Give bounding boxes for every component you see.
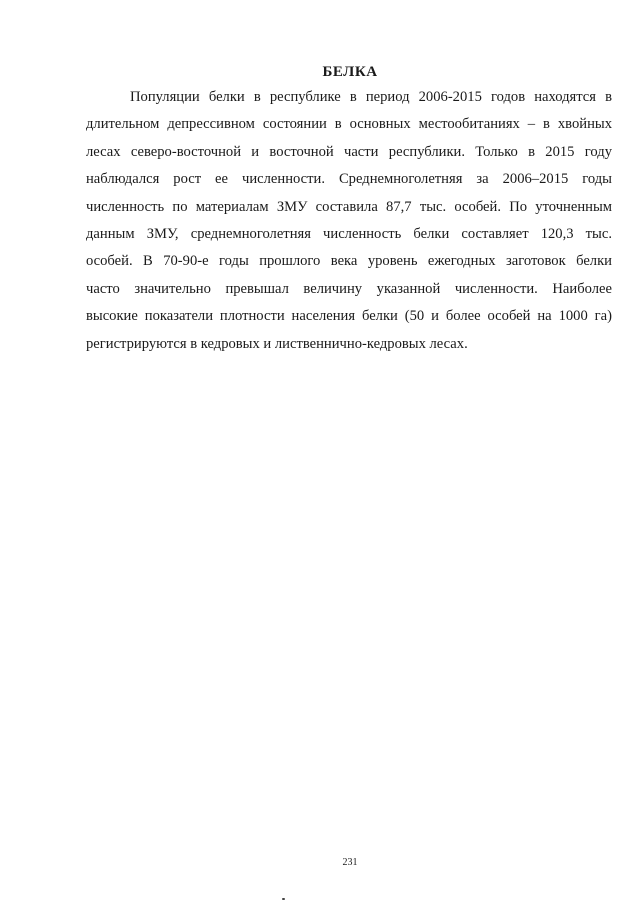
section-title: БЕЛКА	[322, 64, 378, 80]
page-number: 231	[342, 857, 358, 868]
text-line: наблюдался рост ее численности. Среднемноголетняя за 2006–2015 годы	[86, 171, 612, 188]
scan-speck	[282, 898, 285, 900]
text-line: данным ЗМУ, среднемноголетняя численность белки составляет 120,3 тыс.	[86, 225, 612, 242]
text-line: высокие показатели плотности населения белки (50 и более особей на 1000 га)	[86, 308, 612, 325]
text-line: длительном депрессивном состоянии в основных местообитаниях – в хвойных	[86, 116, 612, 133]
text-line: часто значительно превышал величину указанной численности. Наиболее	[86, 280, 612, 297]
text-line: лесах северо-восточной и восточной части республики. Только в 2015 году	[86, 143, 612, 160]
text-line: особей. В 70-90-е годы прошлого века уровень ежегодных заготовок белки	[86, 253, 612, 270]
body-paragraph	[86, 84, 612, 358]
text-line: Популяции белки в республике в период 2006-2015 годов находятся в	[130, 89, 612, 105]
text-line: регистрируются в кедровых и лиственнично-кедровых лесах.	[86, 335, 468, 352]
text-line: численность по материалам ЗМУ составила 87,7 тыс. особей. По уточненным	[86, 198, 612, 215]
